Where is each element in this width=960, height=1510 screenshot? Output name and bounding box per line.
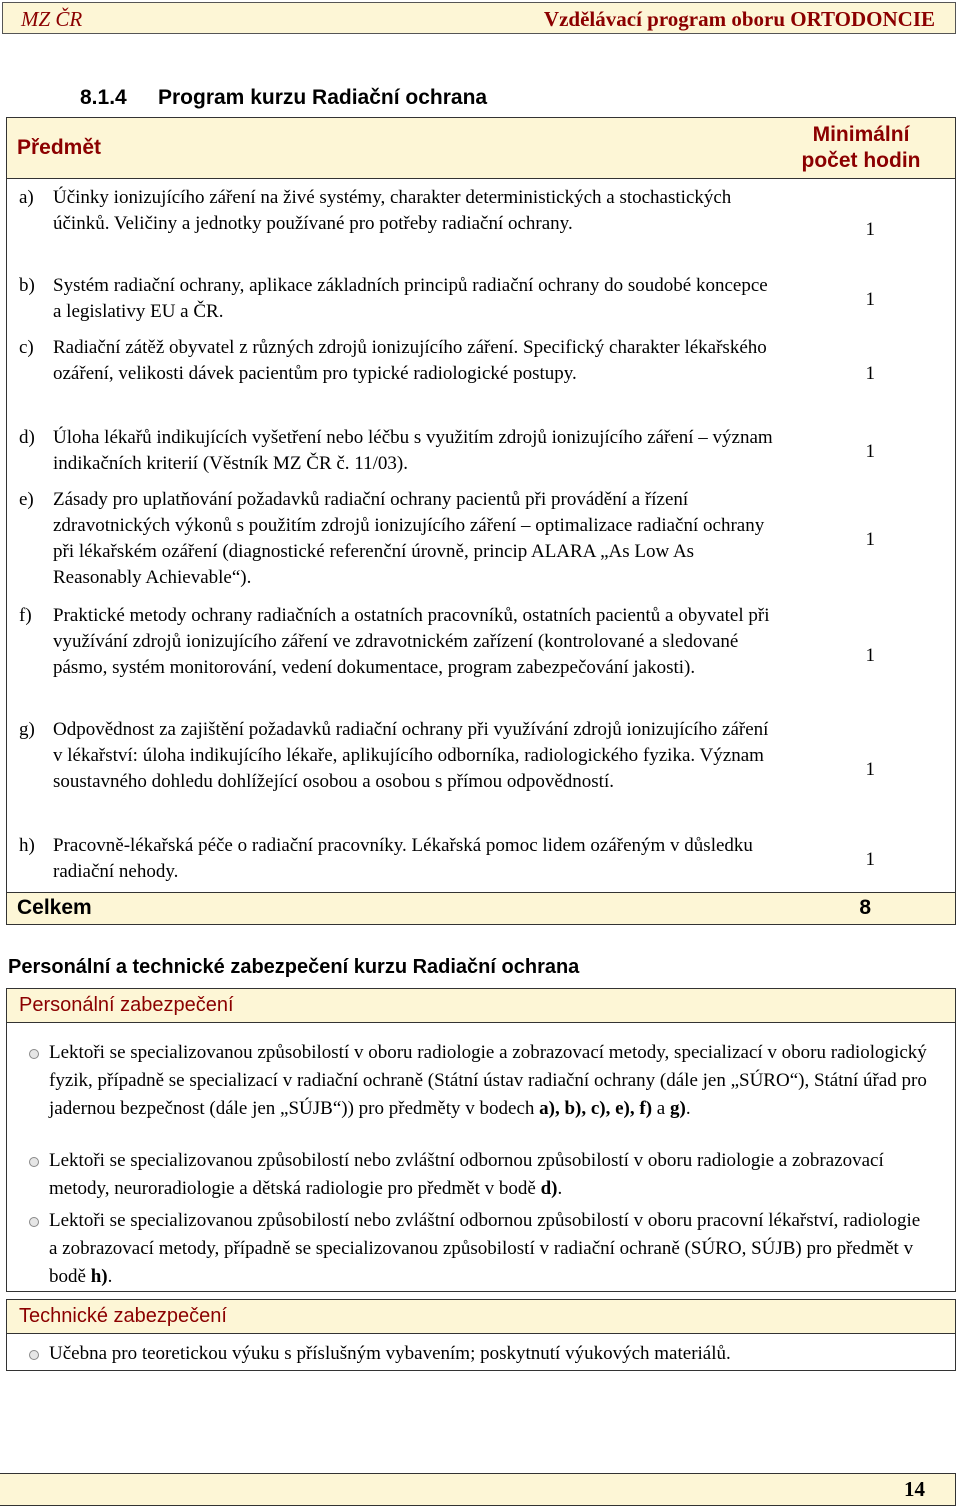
row-hours: 1 <box>865 363 875 384</box>
total-value: 8 <box>859 896 871 919</box>
section-title <box>80 86 487 110</box>
bullet-part: . <box>557 1178 563 1199</box>
col-hours <box>791 122 931 174</box>
page-number-box <box>0 1473 956 1506</box>
technical-box <box>6 1299 956 1371</box>
row-letter: g) <box>19 719 35 740</box>
row-letter: b) <box>19 275 35 296</box>
row-text: Účinky ionizujícího záření na živé systémy, charakter deterministických a stochastických účinků. Veličiny a jednotky používané pro potřeby radiační ochrany. <box>53 187 732 234</box>
personal-box <box>6 988 956 1292</box>
bullet-part: a <box>652 1098 670 1119</box>
total-label: Celkem <box>17 896 92 919</box>
col-hours-line1: Minimální <box>812 123 910 146</box>
list-item <box>29 1039 929 1151</box>
row-hours: 1 <box>865 849 875 870</box>
bullet-text <box>49 1039 929 1123</box>
bullet-part: . <box>685 1098 691 1119</box>
row-letter: c) <box>19 337 34 358</box>
bullet-icon <box>29 1217 39 1227</box>
list-item <box>29 1207 929 1291</box>
bullet-bold: g) <box>669 1098 686 1119</box>
bullet-part: Lektoři se specializovanou způsobilostí nebo zvláštní odbornou způsobilostí v oboru pracovní lékařství, radiologie a zobrazovací metody, případně se specializovanou způsobilostí v radiační ochraně (SÚRO, SÚJB) pro předmět v bodě <box>49 1210 921 1287</box>
bullet-part: . <box>107 1266 113 1287</box>
row-letter: e) <box>19 489 34 510</box>
bullet-part: Lektoři se specializovanou způsobilostí nebo zvláštní odbornou způsobilostí v oboru radiologie a zobrazovací metody, neuroradiologie a dětská radiologie pro předmět v bodě <box>49 1150 884 1199</box>
row-letter: f) <box>19 605 32 626</box>
personal-title: Personální a technické zabezpečení kurzu Radiační ochrana <box>8 956 580 978</box>
row-hours: 1 <box>865 645 875 666</box>
bullet-text <box>49 1207 929 1291</box>
section-title-text: Program kurzu Radiační ochrana <box>158 86 488 109</box>
row-letter: h) <box>19 835 35 856</box>
row-letter: a) <box>19 187 34 208</box>
page-number: 14 <box>904 1477 925 1501</box>
row-text: Systém radiační ochrany, aplikace základních principů radiační ochrany do soudobé koncepce a legislativy EU a ČR. <box>53 275 768 322</box>
table-header <box>6 117 956 179</box>
box-title: Personální zabezpečení <box>7 989 955 1023</box>
header-right: Vzdělávací program oboru ORTODONCIE <box>543 7 935 31</box>
row-text: Úloha lékařů indikujících vyšetření nebo léčbu s využitím zdrojů ionizujícího záření – význam indikačních kriterií (Věstník MZ ČR č. 11/03). <box>53 427 773 474</box>
table-total <box>6 892 956 925</box>
row-text: Radiační zátěž obyvatel z různých zdrojů ionizujícího záření. Specifický charakter lékařského ozáření, velikosti dávek pacientům pro typické radiologické postupy. <box>53 337 767 384</box>
bullet-bold: a), b), c), e), f) <box>539 1098 653 1119</box>
bullet-text: Učebna pro teoretickou výuku s příslušným vybavením; poskytnutí výukových materiálů. <box>49 1343 731 1364</box>
bullet-bold: h) <box>90 1266 108 1287</box>
row-hours: 1 <box>865 441 875 462</box>
row-text: Odpovědnost za zajištění požadavků radiační ochrany při využívání zdrojů ionizujícího záření v lékařství: úloha indikujícího lékaře, aplikujícího odborníka, radiologického fyzika. Význam soustavného dohledu dohlížející osobou a osobou s přímou odpovědností. <box>53 719 769 792</box>
bullet-bold: d) <box>540 1178 558 1199</box>
row-hours: 1 <box>865 289 875 310</box>
section-number: 8.1.4 <box>80 86 127 109</box>
box-title: Technické zabezpečení <box>7 1300 955 1334</box>
list-item <box>29 1147 929 1203</box>
header-left: MZ ČR <box>21 7 83 31</box>
row-letter: d) <box>19 427 35 448</box>
row-text: Zásady pro uplatňování požadavků radiační ochrany pacientů při provádění a řízení zdravotnických výkonů s použitím zdrojů ionizujícího záření – optimalizace radiační ochrany při lékařském ozáření (diagnostické referenční úrovně, princip ALARA „As Low As Reasonably Achievable“). <box>53 489 765 588</box>
bullet-part: Lektoři se specializovanou způsobilostí v oboru radiologie a zobrazovací metody, specializací v oboru radiologický fyzik, případně se specializací v radiační ochraně (Státní ústav radiační ochrany (dále jen „SÚRO“), Státní úřad pro jadernou bezpečnost (dále jen „SÚJB“)) pro předměty v bodech <box>49 1042 927 1119</box>
bullet-icon <box>29 1350 39 1360</box>
bullet-icon <box>29 1157 39 1167</box>
col-hours-line2: počet hodin <box>801 149 921 172</box>
row-hours: 1 <box>865 529 875 550</box>
row-text: Pracovně-lékařská péče o radiační pracovníky. Lékařská pomoc lidem ozářeným v důsledku radiační nehody. <box>53 835 753 882</box>
row-text: Praktické metody ochrany radiačních a ostatních pracovníků, ostatních pacientů a obyvatel při využívání zdrojů ionizujícího záření ve zdravotnickém zařízení (kontrolované a sledované pásmo, systém monitorování, vedení dokumentace, program zabezpečování jakosti). <box>53 605 770 678</box>
row-hours: 1 <box>865 219 875 240</box>
list-item <box>29 1340 929 1368</box>
page-header <box>2 2 956 34</box>
bullet-text <box>49 1147 929 1203</box>
row-hours: 1 <box>865 759 875 780</box>
bullet-icon <box>29 1049 39 1059</box>
col-subject: Předmět <box>17 136 102 159</box>
table-body <box>6 179 956 892</box>
